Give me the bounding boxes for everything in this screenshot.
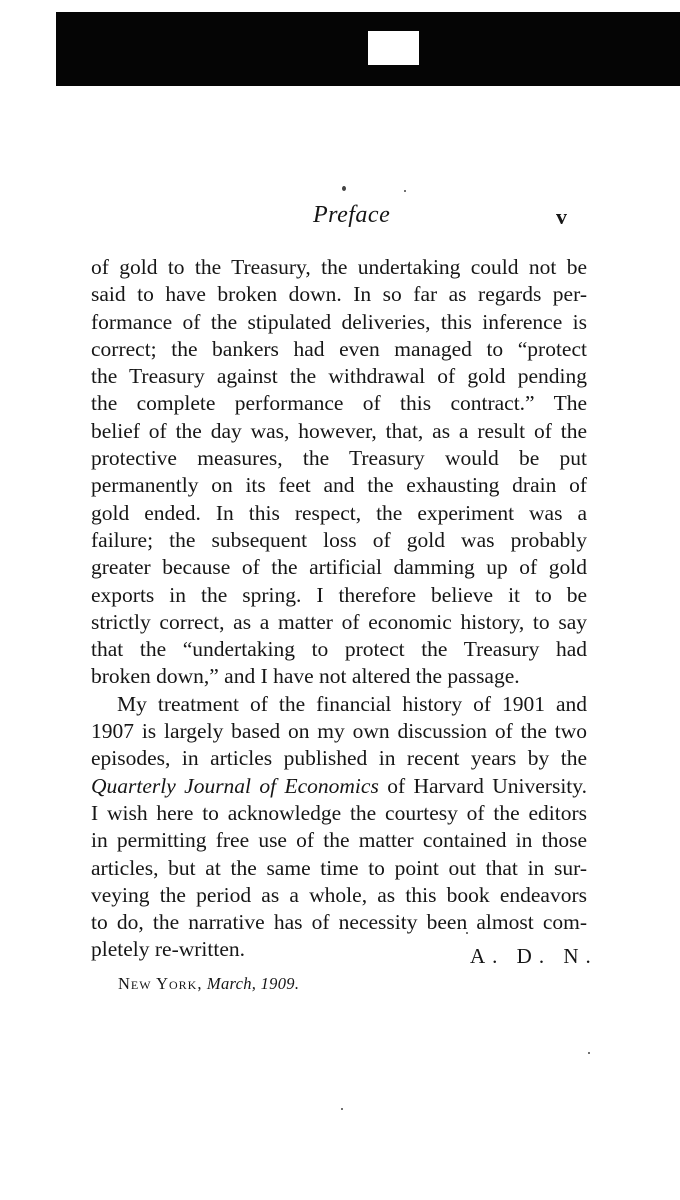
text-line: failure; the subsequent loss of gold was probably: [91, 527, 587, 552]
text-line: My treatment of the financial history of 1901 and: [117, 691, 587, 716]
dateline-place: New York,: [118, 974, 203, 993]
text-line: the Treasury against the withdrawal of gold pending: [91, 364, 587, 389]
text-line: strictly correct, as a matter of economic history, to say: [91, 609, 587, 634]
speck: [588, 1052, 590, 1054]
scan-artifact: [368, 31, 419, 65]
page-number: v: [556, 204, 567, 229]
text-line-rest: of Harvard University.: [378, 773, 587, 798]
text-line: that the “undertaking to protect the Treasury had: [91, 637, 587, 662]
text-line: articles, but at the same time to point out that in sur-: [91, 855, 587, 880]
speck: [404, 190, 406, 192]
text-line: in permitting free use of the matter contained in those: [91, 828, 587, 853]
text-line: said to have broken down. In so far as regards per-: [91, 282, 587, 307]
text-line: exports in the spring. I therefore believe it to be: [91, 582, 587, 607]
text-line: 1907 is largely based on my own discussion of the two: [91, 719, 587, 744]
text-line: [91, 773, 587, 800]
text-line: I wish here to acknowledge the courtesy of the editors: [91, 800, 587, 825]
text-line: permanently on its feet and the exhausting drain of: [91, 473, 587, 498]
dateline: [118, 974, 299, 994]
text-line: gold ended. In this respect, the experiment was a: [91, 500, 587, 525]
journal-title: Quarterly Journal of Economics: [91, 773, 379, 798]
text-line: episodes, in articles published in recent years by the: [91, 746, 587, 771]
author-initials: A. D. N.: [470, 944, 598, 968]
text-line: the complete performance of this contract.” The: [91, 391, 587, 416]
text-line: veying the period as a whole, as this book endeavors: [91, 882, 587, 907]
running-head-title: Preface: [313, 202, 391, 228]
body-text: [91, 254, 587, 964]
speck: [342, 186, 346, 191]
text-line: pletely re-written.: [91, 937, 246, 962]
text-line: to do, the narrative has of necessity been almost com-: [91, 910, 587, 935]
text-line: correct; the bankers had even managed to “protect: [91, 336, 587, 361]
text-line: formance of the stipulated deliveries, this inference is: [91, 309, 587, 334]
text-line: protective measures, the Treasury would be put: [91, 446, 587, 471]
text-line: greater because of the artificial damming up of gold: [91, 555, 587, 580]
dateline-date: March, 1909.: [206, 974, 300, 993]
text-line: of gold to the Treasury, the undertaking could not be: [91, 255, 587, 279]
scan-margin-bar: [56, 12, 680, 86]
speck: [341, 1108, 343, 1110]
running-head: [91, 198, 571, 242]
text-line: belief of the day was, however, that, as a result of the: [91, 418, 587, 443]
text-line: broken down,” and I have not altered the passage.: [91, 664, 520, 689]
